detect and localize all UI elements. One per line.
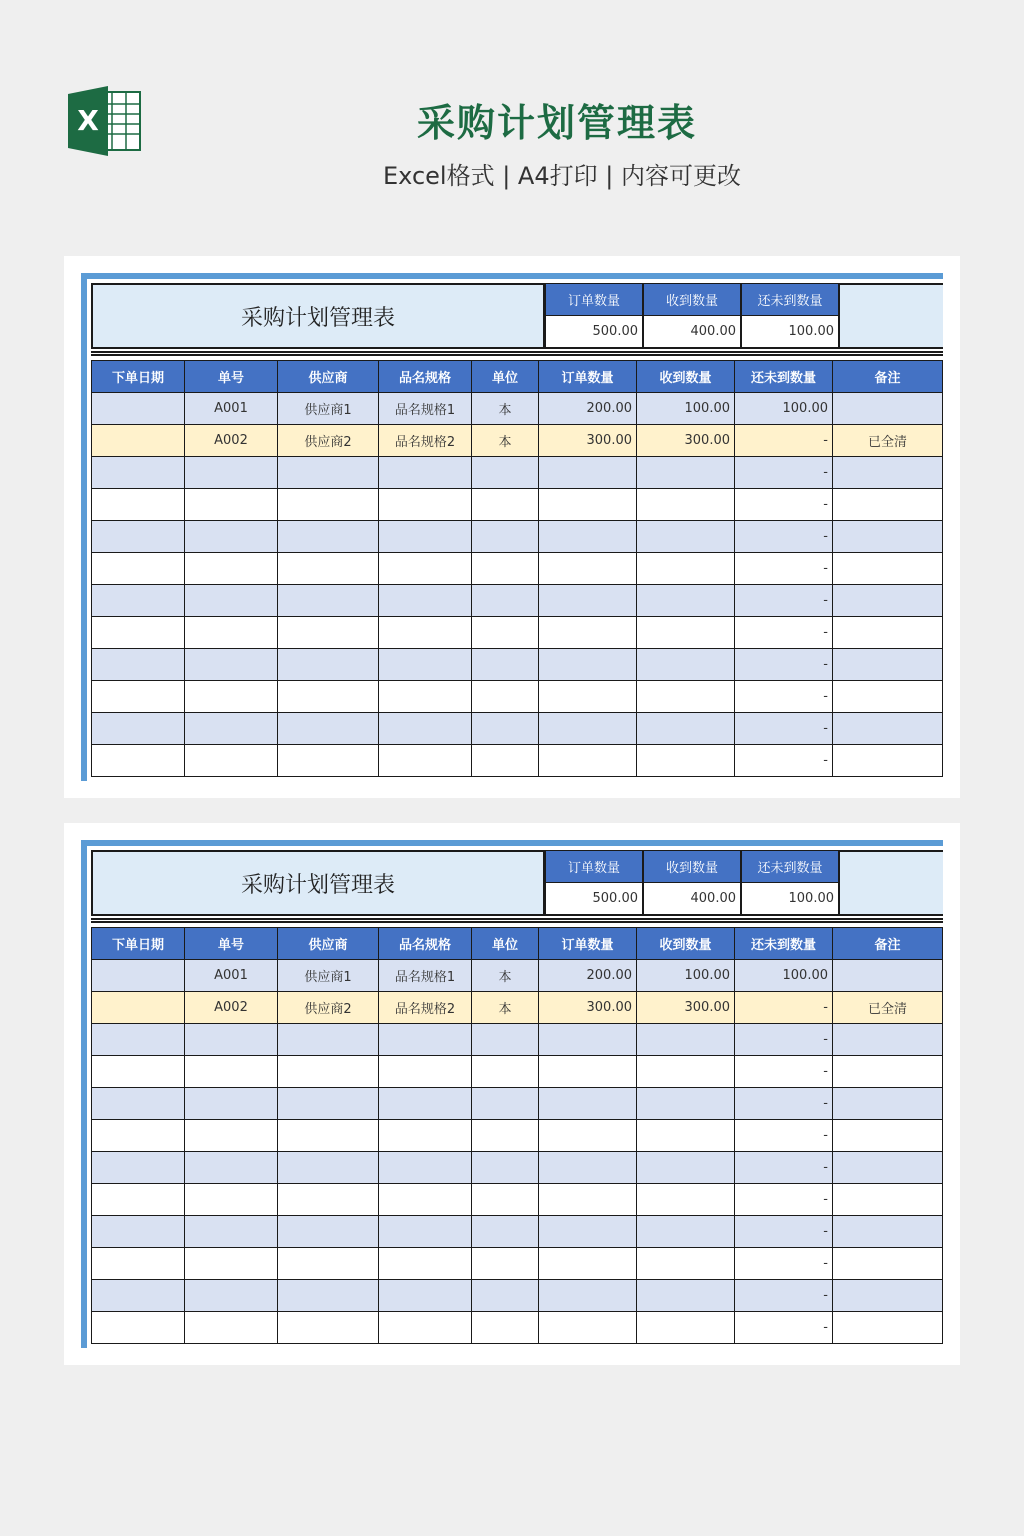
table-cell[interactable] (278, 617, 379, 649)
page-title: 采购计划管理表 (416, 101, 697, 145)
table-row (92, 649, 943, 681)
table-cell[interactable] (379, 1184, 472, 1216)
table-cell[interactable]: - (735, 992, 833, 1024)
table-row (92, 617, 943, 649)
table-cell[interactable]: 已全清 (833, 425, 943, 457)
table-cell[interactable] (539, 1056, 637, 1088)
table-cell[interactable] (637, 617, 735, 649)
column-header[interactable]: 收到数量 (637, 361, 735, 393)
table-cell[interactable] (92, 992, 185, 1024)
table-cell[interactable] (539, 457, 637, 489)
table-cell[interactable] (379, 1280, 472, 1312)
column-header[interactable]: 订单数量 (539, 361, 637, 393)
table-cell[interactable] (539, 745, 637, 777)
table-cell[interactable] (185, 553, 278, 585)
table-cell[interactable] (472, 1184, 539, 1216)
table-row (92, 393, 943, 425)
table-cell[interactable] (472, 745, 539, 777)
summary-cell (545, 283, 643, 349)
table-cell[interactable] (637, 1056, 735, 1088)
table-cell[interactable]: 品名规格2 (379, 425, 472, 457)
table-cell[interactable] (92, 1056, 185, 1088)
table-cell[interactable] (185, 489, 278, 521)
table-cell[interactable] (92, 1088, 185, 1120)
svg-text:X: X (77, 104, 99, 137)
table-cell[interactable] (379, 1120, 472, 1152)
table-cell[interactable] (833, 553, 943, 585)
table-row (92, 457, 943, 489)
table-cell[interactable] (472, 1280, 539, 1312)
table-cell[interactable] (278, 681, 379, 713)
page-subtitle: Excel格式 | A4打印 | 内容可更改 (383, 162, 741, 190)
summary-value[interactable]: 500.00 (545, 315, 643, 349)
table-cell[interactable]: - (735, 425, 833, 457)
table-cell[interactable] (278, 1184, 379, 1216)
table-cell[interactable] (833, 1024, 943, 1056)
sheet-title: 采购计划管理表 (91, 283, 545, 349)
table-cell[interactable] (278, 521, 379, 553)
column-header[interactable]: 备注 (833, 928, 943, 960)
table-cell[interactable] (278, 1216, 379, 1248)
table-header-row (92, 361, 943, 393)
table-row (92, 745, 943, 777)
table-cell[interactable]: 供应商2 (278, 992, 379, 1024)
table-cell[interactable]: - (735, 1248, 833, 1280)
summary-value[interactable]: 400.00 (643, 315, 741, 349)
table-cell[interactable] (833, 649, 943, 681)
summary-cell (643, 850, 741, 916)
table-cell[interactable]: 品名规格2 (379, 992, 472, 1024)
table-cell[interactable]: - (735, 1184, 833, 1216)
table-cell[interactable]: 品名规格1 (379, 960, 472, 992)
table-cell[interactable] (278, 1120, 379, 1152)
table-cell[interactable] (833, 681, 943, 713)
table-cell[interactable] (637, 1312, 735, 1344)
table-cell[interactable] (637, 713, 735, 745)
table-cell[interactable] (833, 1088, 943, 1120)
summary-cell (643, 283, 741, 349)
table-cell[interactable]: - (735, 1216, 833, 1248)
summary-value[interactable]: 500.00 (545, 882, 643, 916)
table-cell[interactable] (379, 745, 472, 777)
table-cell[interactable] (185, 681, 278, 713)
table-cell[interactable] (92, 521, 185, 553)
table-cell[interactable] (472, 521, 539, 553)
table-cell[interactable] (539, 1216, 637, 1248)
table-cell[interactable]: 品名规格1 (379, 393, 472, 425)
sheet-preview-2 (64, 823, 960, 1365)
table-cell[interactable] (379, 1152, 472, 1184)
table-cell[interactable] (539, 1120, 637, 1152)
table-cell[interactable]: 本 (472, 393, 539, 425)
table-cell[interactable] (539, 1184, 637, 1216)
table-cell[interactable] (278, 1280, 379, 1312)
table-cell[interactable]: - (735, 1152, 833, 1184)
table-cell[interactable] (472, 617, 539, 649)
table-cell[interactable] (92, 489, 185, 521)
table-cell[interactable] (379, 585, 472, 617)
summary-header: 还未到数量 (741, 850, 839, 882)
table-cell[interactable]: - (735, 521, 833, 553)
table-cell[interactable] (833, 489, 943, 521)
table-cell[interactable] (539, 1024, 637, 1056)
table-cell[interactable] (472, 553, 539, 585)
table-cell[interactable]: 本 (472, 425, 539, 457)
column-header[interactable]: 下单日期 (92, 928, 185, 960)
table-row (92, 1088, 943, 1120)
table-cell[interactable] (833, 1216, 943, 1248)
table-cell[interactable] (379, 649, 472, 681)
summary-value[interactable]: 100.00 (741, 882, 839, 916)
table-cell[interactable] (539, 489, 637, 521)
table-cell[interactable] (278, 649, 379, 681)
table-row (92, 1120, 943, 1152)
divider (91, 351, 943, 356)
sheet-preview-1 (64, 256, 960, 798)
table-cell[interactable] (472, 457, 539, 489)
table-row (92, 1024, 943, 1056)
table-cell[interactable] (379, 1056, 472, 1088)
table-cell[interactable] (472, 1248, 539, 1280)
table-cell[interactable]: - (735, 649, 833, 681)
table-cell[interactable] (539, 1312, 637, 1344)
table-row (92, 713, 943, 745)
table-cell[interactable] (185, 617, 278, 649)
table-cell[interactable]: 已全清 (833, 992, 943, 1024)
table-row (92, 992, 943, 1024)
table-cell[interactable] (278, 745, 379, 777)
table-cell[interactable] (185, 649, 278, 681)
table-cell[interactable] (278, 1152, 379, 1184)
table-cell[interactable] (833, 617, 943, 649)
table-cell[interactable]: A002 (185, 992, 278, 1024)
table-cell[interactable] (278, 553, 379, 585)
table-row (92, 489, 943, 521)
table-cell[interactable] (833, 585, 943, 617)
column-header[interactable]: 品名规格 (379, 928, 472, 960)
table-cell[interactable] (185, 521, 278, 553)
table-cell[interactable] (539, 585, 637, 617)
table-cell[interactable] (472, 1312, 539, 1344)
table-cell[interactable]: 供应商1 (278, 393, 379, 425)
column-header[interactable]: 品名规格 (379, 361, 472, 393)
summary-header: 收到数量 (643, 283, 741, 315)
table-cell[interactable] (185, 1024, 278, 1056)
table-cell[interactable]: - (735, 457, 833, 489)
table-cell[interactable] (637, 681, 735, 713)
table-cell[interactable] (92, 1216, 185, 1248)
column-header[interactable]: 单号 (185, 928, 278, 960)
table-row (92, 681, 943, 713)
table-cell[interactable]: - (735, 713, 833, 745)
table-cell[interactable] (92, 1312, 185, 1344)
table-cell[interactable]: - (735, 745, 833, 777)
column-header[interactable]: 下单日期 (92, 361, 185, 393)
table-cell[interactable] (637, 1088, 735, 1120)
table-cell[interactable] (637, 457, 735, 489)
table-cell[interactable] (379, 1312, 472, 1344)
table-cell[interactable]: - (735, 1312, 833, 1344)
table-cell[interactable]: 本 (472, 992, 539, 1024)
table-cell[interactable] (185, 1184, 278, 1216)
table-cell[interactable] (539, 681, 637, 713)
table-cell[interactable]: A002 (185, 425, 278, 457)
table-cell[interactable] (472, 1088, 539, 1120)
table-cell[interactable] (185, 1152, 278, 1184)
table-cell[interactable] (379, 617, 472, 649)
table-cell[interactable] (92, 1248, 185, 1280)
table-cell[interactable]: 300.00 (637, 425, 735, 457)
table-cell[interactable]: - (735, 617, 833, 649)
summary-blank (839, 850, 943, 916)
table-cell[interactable] (472, 585, 539, 617)
table-cell[interactable] (379, 521, 472, 553)
table-header-row (92, 928, 943, 960)
table-cell[interactable]: 供应商2 (278, 425, 379, 457)
table-row (92, 1280, 943, 1312)
table-cell[interactable] (539, 1152, 637, 1184)
summary-blank (839, 283, 943, 349)
table-cell[interactable] (278, 457, 379, 489)
table-cell[interactable] (278, 1088, 379, 1120)
table-row (92, 585, 943, 617)
summary-header: 收到数量 (643, 850, 741, 882)
table-cell[interactable] (833, 1248, 943, 1280)
summary-cell (545, 850, 643, 916)
table-row (92, 1216, 943, 1248)
table-cell[interactable]: - (735, 1280, 833, 1312)
table-cell[interactable] (92, 457, 185, 489)
table-cell[interactable] (92, 585, 185, 617)
table-cell[interactable] (185, 457, 278, 489)
table-cell[interactable] (472, 1120, 539, 1152)
divider (91, 918, 943, 923)
table-cell[interactable] (472, 1056, 539, 1088)
table-cell[interactable] (637, 585, 735, 617)
table-cell[interactable] (185, 1216, 278, 1248)
table-cell[interactable] (278, 1024, 379, 1056)
table-cell[interactable] (379, 553, 472, 585)
table-cell[interactable] (185, 1280, 278, 1312)
summary-header: 还未到数量 (741, 283, 839, 315)
table-cell[interactable] (472, 1216, 539, 1248)
table-cell[interactable] (833, 1184, 943, 1216)
table-cell[interactable] (379, 1024, 472, 1056)
summary-cell (741, 283, 839, 349)
table-cell[interactable] (185, 1056, 278, 1088)
table-cell[interactable] (833, 1120, 943, 1152)
table-cell[interactable] (833, 1280, 943, 1312)
table-cell[interactable] (185, 1088, 278, 1120)
table-cell[interactable] (278, 585, 379, 617)
column-header[interactable]: 供应商 (278, 928, 379, 960)
table-cell[interactable]: 300.00 (539, 992, 637, 1024)
column-header[interactable]: 订单数量 (539, 928, 637, 960)
table-cell[interactable] (92, 745, 185, 777)
table-cell[interactable] (92, 425, 185, 457)
table-cell[interactable]: - (735, 585, 833, 617)
table-cell[interactable] (472, 1024, 539, 1056)
table-cell[interactable] (637, 649, 735, 681)
column-header[interactable]: 单位 (472, 928, 539, 960)
table-cell[interactable]: - (735, 489, 833, 521)
summary-header: 订单数量 (545, 283, 643, 315)
table-cell[interactable] (185, 1312, 278, 1344)
table-cell[interactable] (185, 1120, 278, 1152)
table-cell[interactable] (637, 1024, 735, 1056)
table-cell[interactable] (379, 713, 472, 745)
summary-cell (741, 850, 839, 916)
table-cell[interactable] (92, 681, 185, 713)
spreadsheet (81, 273, 943, 781)
column-header[interactable]: 供应商 (278, 361, 379, 393)
table-cell[interactable]: 300.00 (637, 992, 735, 1024)
table-cell[interactable] (833, 1152, 943, 1184)
table-cell[interactable] (278, 713, 379, 745)
table-cell[interactable] (833, 393, 943, 425)
column-header[interactable]: 单位 (472, 361, 539, 393)
table-cell[interactable] (539, 713, 637, 745)
table-cell[interactable]: 100.00 (735, 393, 833, 425)
table-cell[interactable] (278, 1056, 379, 1088)
table-cell[interactable] (833, 1312, 943, 1344)
table-cell[interactable]: - (735, 553, 833, 585)
table-cell[interactable] (833, 457, 943, 489)
table-cell[interactable] (472, 649, 539, 681)
table-cell[interactable] (637, 1184, 735, 1216)
table-cell[interactable] (833, 1056, 943, 1088)
table-cell[interactable]: 100.00 (637, 960, 735, 992)
table-cell[interactable] (278, 1312, 379, 1344)
table-cell[interactable] (92, 617, 185, 649)
table-cell[interactable] (185, 1248, 278, 1280)
table-row (92, 1056, 943, 1088)
table-cell[interactable] (539, 649, 637, 681)
table-cell[interactable] (637, 745, 735, 777)
table-cell[interactable] (833, 745, 943, 777)
table-cell[interactable]: - (735, 1088, 833, 1120)
table-cell[interactable]: 100.00 (735, 960, 833, 992)
table-cell[interactable] (637, 1152, 735, 1184)
table-cell[interactable] (539, 1280, 637, 1312)
table-cell[interactable] (539, 617, 637, 649)
table-cell[interactable] (92, 1152, 185, 1184)
table-cell[interactable] (539, 1088, 637, 1120)
table-cell[interactable] (472, 1152, 539, 1184)
column-header[interactable]: 备注 (833, 361, 943, 393)
table-cell[interactable]: 供应商1 (278, 960, 379, 992)
table-cell[interactable] (92, 553, 185, 585)
table-cell[interactable]: A001 (185, 960, 278, 992)
table-cell[interactable]: - (735, 1056, 833, 1088)
column-header[interactable]: 单号 (185, 361, 278, 393)
column-header[interactable]: 还未到数量 (735, 361, 833, 393)
table-cell[interactable] (472, 489, 539, 521)
table-cell[interactable] (379, 489, 472, 521)
table-row (92, 1312, 943, 1344)
table-cell[interactable] (92, 649, 185, 681)
table-cell[interactable]: 200.00 (539, 393, 637, 425)
sheet-title: 采购计划管理表 (91, 850, 545, 916)
table-cell[interactable]: - (735, 681, 833, 713)
table-row (92, 425, 943, 457)
summary-value[interactable]: 400.00 (643, 882, 741, 916)
table-cell[interactable] (539, 553, 637, 585)
table-cell[interactable] (637, 1280, 735, 1312)
table-cell[interactable] (637, 1248, 735, 1280)
table-cell[interactable] (278, 489, 379, 521)
table-cell[interactable] (472, 681, 539, 713)
table-cell[interactable] (185, 585, 278, 617)
table-cell[interactable] (637, 489, 735, 521)
table-cell[interactable] (92, 1024, 185, 1056)
table-cell[interactable] (833, 960, 943, 992)
table-cell[interactable] (278, 1248, 379, 1280)
table-cell[interactable]: - (735, 1120, 833, 1152)
table-cell[interactable] (637, 1216, 735, 1248)
summary-value[interactable]: 100.00 (741, 315, 839, 349)
data-table (91, 927, 943, 1344)
column-header[interactable]: 还未到数量 (735, 928, 833, 960)
table-cell[interactable] (185, 745, 278, 777)
table-cell[interactable] (637, 1120, 735, 1152)
table-cell[interactable] (185, 713, 278, 745)
data-table (91, 360, 943, 777)
table-cell[interactable] (637, 553, 735, 585)
table-cell[interactable] (92, 713, 185, 745)
table-row (92, 1152, 943, 1184)
table-cell[interactable]: 本 (472, 960, 539, 992)
table-cell[interactable] (472, 713, 539, 745)
table-cell[interactable] (92, 393, 185, 425)
table-cell[interactable] (379, 1216, 472, 1248)
table-cell[interactable] (92, 1120, 185, 1152)
spreadsheet (81, 840, 943, 1348)
table-cell[interactable] (539, 521, 637, 553)
table-cell[interactable]: 300.00 (539, 425, 637, 457)
table-cell[interactable] (92, 1280, 185, 1312)
table-cell[interactable] (833, 713, 943, 745)
table-row (92, 521, 943, 553)
table-cell[interactable] (637, 521, 735, 553)
table-cell[interactable] (92, 1184, 185, 1216)
table-cell[interactable] (379, 457, 472, 489)
table-row (92, 960, 943, 992)
table-cell[interactable] (539, 1248, 637, 1280)
table-cell[interactable] (92, 960, 185, 992)
table-cell[interactable]: - (735, 1024, 833, 1056)
table-cell[interactable] (379, 1088, 472, 1120)
table-cell[interactable] (379, 1248, 472, 1280)
table-cell[interactable]: A001 (185, 393, 278, 425)
table-cell[interactable] (379, 681, 472, 713)
table-cell[interactable]: 100.00 (637, 393, 735, 425)
column-header[interactable]: 收到数量 (637, 928, 735, 960)
summary-header: 订单数量 (545, 850, 643, 882)
table-cell[interactable]: 200.00 (539, 960, 637, 992)
table-row (92, 553, 943, 585)
table-row (92, 1248, 943, 1280)
table-cell[interactable] (833, 521, 943, 553)
table-row (92, 1184, 943, 1216)
